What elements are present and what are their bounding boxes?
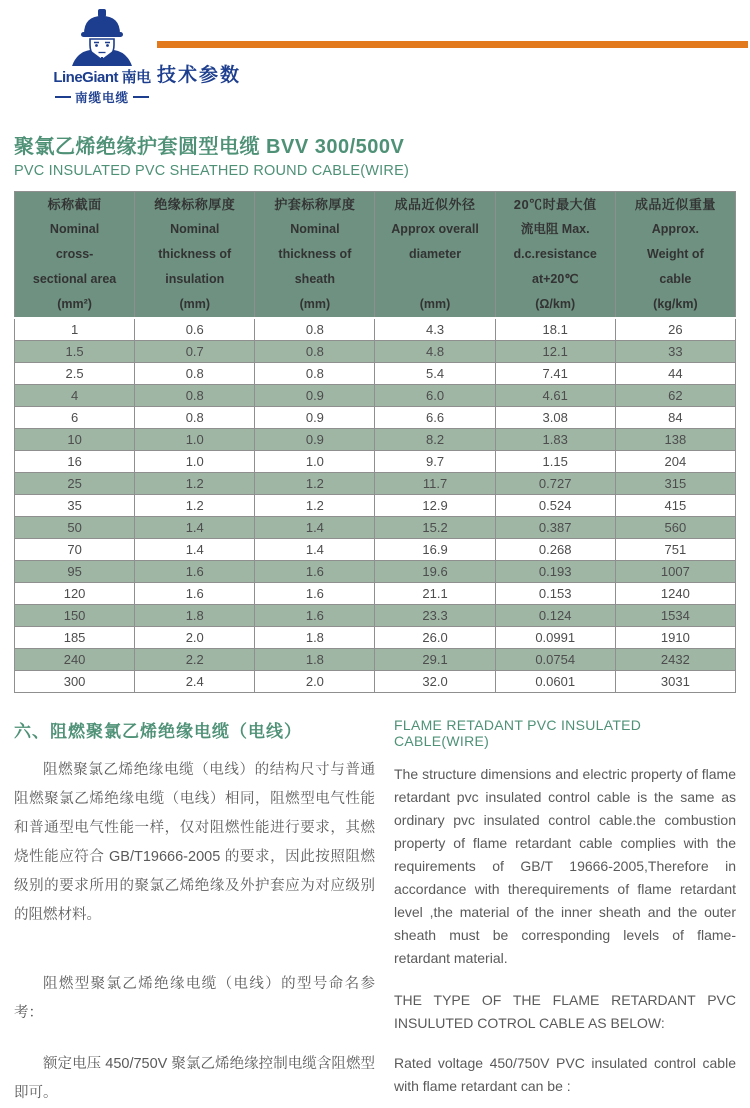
table-cell: 1.6 [135, 582, 255, 604]
table-cell: 19.6 [375, 560, 495, 582]
table-row [15, 450, 736, 472]
table-cell: 2.0 [135, 626, 255, 648]
table-cell: 25 [15, 472, 135, 494]
table-cell: 1.6 [135, 560, 255, 582]
logo-subtext: 南缆电缆 [74, 91, 129, 105]
table-cell: 0.8 [135, 362, 255, 384]
table-cell: 1.0 [135, 450, 255, 472]
table-cell: 5.4 [375, 362, 495, 384]
flame-paragraph-en: Rated voltage 450/750V PVC insulated control cable with flame retardant can be : [394, 1054, 736, 1094]
table-row [15, 362, 736, 384]
table-cell: 3.08 [495, 406, 615, 428]
table-cell: 0.8 [255, 318, 375, 340]
product-title-en: PVC INSULATED PVC SHEATHED ROUND CABLE(WIRE) [14, 163, 409, 179]
product-title-block [14, 130, 736, 179]
table-cell: 1.6 [255, 582, 375, 604]
flame-paragraph-cn: 额定电压 450/750V 聚氯乙烯绝缘控制电缆含阻燃型即可。 [14, 1055, 375, 1101]
table-cell: 23.3 [375, 604, 495, 626]
table-cell: 18.1 [495, 318, 615, 340]
table-cell: 1 [15, 318, 135, 340]
flame-paragraph-en: The structure dimensions and electric property of flame retardant pvc insulated control cable is the same as ordinary pvc insulated control cable.the combustion property of flame retardant cable complies with the requirements of GB/T 19666-2005,Therefore in accordance with therequirements of flame retardant level ,the material of the inner sheath and the outer sheath must be corresponding levels of flame-retardant material. [394, 765, 736, 966]
table-cell: 50 [15, 516, 135, 538]
table-cell: 0.9 [255, 406, 375, 428]
table-cell: 1.8 [135, 604, 255, 626]
table-cell: 1.15 [495, 450, 615, 472]
table-cell: 4.8 [375, 340, 495, 362]
table-cell: 2.2 [135, 648, 255, 670]
table-cell: 1.4 [135, 516, 255, 538]
table-row [15, 406, 736, 428]
table-cell: 0.7 [135, 340, 255, 362]
table-cell: 1007 [615, 560, 735, 582]
flame-section-cn-column [14, 717, 375, 1108]
table-cell: 1.8 [255, 626, 375, 648]
flame-retardant-section [14, 717, 736, 1108]
table-row [15, 318, 736, 340]
column-header: 护套标称厚度 Nominal thickness of sheath (mm) [255, 192, 375, 319]
table-cell: 1240 [615, 582, 735, 604]
table-cell: 4.61 [495, 384, 615, 406]
table-cell: 29.1 [375, 648, 495, 670]
column-header: 20℃时最大值 流电阻 Max. d.c.resistance at+20℃ (Ω/km) [495, 192, 615, 319]
table-cell: 0.524 [495, 494, 615, 516]
table-cell: 1.4 [255, 516, 375, 538]
table-row [15, 494, 736, 516]
table-cell: 16 [15, 450, 135, 472]
spec-table-head [15, 192, 736, 319]
flame-section-heading-cn: 六、阻燃聚氯乙烯绝缘电缆（电线） [14, 721, 302, 741]
table-cell: 44 [615, 362, 735, 384]
table-cell: 15.2 [375, 516, 495, 538]
table-cell: 11.7 [375, 472, 495, 494]
table-cell: 6.0 [375, 384, 495, 406]
table-cell: 0.153 [495, 582, 615, 604]
table-cell: 1.0 [135, 428, 255, 450]
table-cell: 0.727 [495, 472, 615, 494]
table-cell: 1.6 [255, 604, 375, 626]
table-cell: 0.193 [495, 560, 615, 582]
brand-logo [52, 8, 152, 106]
table-cell: 138 [615, 428, 735, 450]
table-row [15, 516, 736, 538]
column-header: 成品近似重量 Approx. Weight of cable (kg/km) [615, 192, 735, 319]
logo-rule-left [55, 96, 71, 98]
table-cell: 8.2 [375, 428, 495, 450]
table-cell: 21.1 [375, 582, 495, 604]
flame-paragraph-en: THE TYPE OF THE FLAME RETARDANT PVC INSULUTED COTROL CABLE AS BELOW: [394, 991, 736, 1031]
table-cell: 751 [615, 538, 735, 560]
table-cell: 0.387 [495, 516, 615, 538]
table-cell: 415 [615, 494, 735, 516]
table-cell: 1910 [615, 626, 735, 648]
table-cell: 1534 [615, 604, 735, 626]
table-cell: 185 [15, 626, 135, 648]
table-cell: 0.0601 [495, 670, 615, 692]
table-cell: 1.2 [135, 472, 255, 494]
table-cell: 62 [615, 384, 735, 406]
table-cell: 1.8 [255, 648, 375, 670]
table-cell: 1.83 [495, 428, 615, 450]
table-cell: 120 [15, 582, 135, 604]
table-row [15, 560, 736, 582]
section-heading-tech-params: 技术参数 [157, 65, 242, 86]
table-cell: 16.9 [375, 538, 495, 560]
table-cell: 0.0991 [495, 626, 615, 648]
table-cell: 0.9 [255, 384, 375, 406]
table-cell: 7.41 [495, 362, 615, 384]
table-cell: 84 [615, 406, 735, 428]
table-cell: 1.4 [255, 538, 375, 560]
table-cell: 2.0 [255, 670, 375, 692]
table-cell: 6.6 [375, 406, 495, 428]
table-cell: 1.6 [255, 560, 375, 582]
table-cell: 4 [15, 384, 135, 406]
table-cell: 33 [615, 340, 735, 362]
column-header: 成品近似外径 Approx overall diameter (mm) [375, 192, 495, 319]
table-cell: 204 [615, 450, 735, 472]
table-row [15, 538, 736, 560]
table-cell: 0.0754 [495, 648, 615, 670]
table-row [15, 582, 736, 604]
table-cell: 1.5 [15, 340, 135, 362]
table-cell: 300 [15, 670, 135, 692]
header-row [15, 192, 736, 319]
flame-paragraph-cn: 阻燃聚氯乙烯绝缘电缆（电线）的结构尺寸与普通阻燃聚氯乙烯绝缘电缆（电线）相同，阻燃型电气性能和普通型电气性能一样，仅对阻燃性能进行要求，其燃烧性能应符合 GB/T19666-2005 的要求，因此按照阻燃级别的要求所用的聚氯乙烯绝缘及外护套应为对应级别的阻燃材料。 [14, 761, 375, 923]
table-row [15, 340, 736, 362]
table-cell: 2432 [615, 648, 735, 670]
table-cell: 12.9 [375, 494, 495, 516]
logo-wordmark: LineGiant 南电 [53, 69, 151, 86]
table-row [15, 626, 736, 648]
table-cell: 70 [15, 538, 135, 560]
table-cell: 0.268 [495, 538, 615, 560]
table-cell: 0.8 [255, 340, 375, 362]
logo-rule-right [133, 96, 149, 98]
table-cell: 1.0 [255, 450, 375, 472]
table-cell: 32.0 [375, 670, 495, 692]
table-cell: 1.2 [135, 494, 255, 516]
product-title-cn: 聚氯乙烯绝缘护套圆型电缆 BVV 300/500V [14, 136, 405, 158]
table-cell: 0.8 [135, 384, 255, 406]
logo-subtext-row [52, 88, 152, 106]
table-row [15, 648, 736, 670]
table-row [15, 428, 736, 450]
table-cell: 6 [15, 406, 135, 428]
table-cell: 35 [15, 494, 135, 516]
flame-paragraph-cn: 阻燃型聚氯乙烯绝缘电缆（电线）的型号命名参考： [14, 975, 375, 1021]
column-header: 标称截面 Nominal cross- sectional area (mm²) [15, 192, 135, 319]
orange-divider-rule [157, 41, 748, 48]
table-cell: 12.1 [495, 340, 615, 362]
table-cell: 2.4 [135, 670, 255, 692]
table-cell: 1.2 [255, 494, 375, 516]
table-cell: 26 [615, 318, 735, 340]
table-cell: 0.9 [255, 428, 375, 450]
table-cell: 4.3 [375, 318, 495, 340]
table-cell: 26.0 [375, 626, 495, 648]
table-row [15, 670, 736, 692]
table-cell: 10 [15, 428, 135, 450]
column-header: 绝缘标称厚度 Nominal thickness of insulation (mm) [135, 192, 255, 319]
hardhat-man-icon [63, 8, 141, 66]
table-row [15, 384, 736, 406]
table-cell: 95 [15, 560, 135, 582]
table-row [15, 604, 736, 626]
table-cell: 3031 [615, 670, 735, 692]
table-cell: 0.6 [135, 318, 255, 340]
table-cell: 0.8 [255, 362, 375, 384]
flame-section-en-column [394, 717, 736, 1108]
spec-table-body [15, 318, 736, 692]
table-cell: 560 [615, 516, 735, 538]
table-row [15, 472, 736, 494]
table-cell: 315 [615, 472, 735, 494]
table-cell: 150 [15, 604, 135, 626]
table-cell: 0.8 [135, 406, 255, 428]
table-cell: 2.5 [15, 362, 135, 384]
table-cell: 1.4 [135, 538, 255, 560]
masthead [0, 0, 750, 112]
spec-table [14, 191, 736, 693]
table-cell: 9.7 [375, 450, 495, 472]
table-cell: 1.2 [255, 472, 375, 494]
table-cell: 0.124 [495, 604, 615, 626]
table-cell: 240 [15, 648, 135, 670]
flame-section-heading-en: FLAME RETADANT PVC INSULATED CABLE(WIRE) [394, 716, 642, 749]
